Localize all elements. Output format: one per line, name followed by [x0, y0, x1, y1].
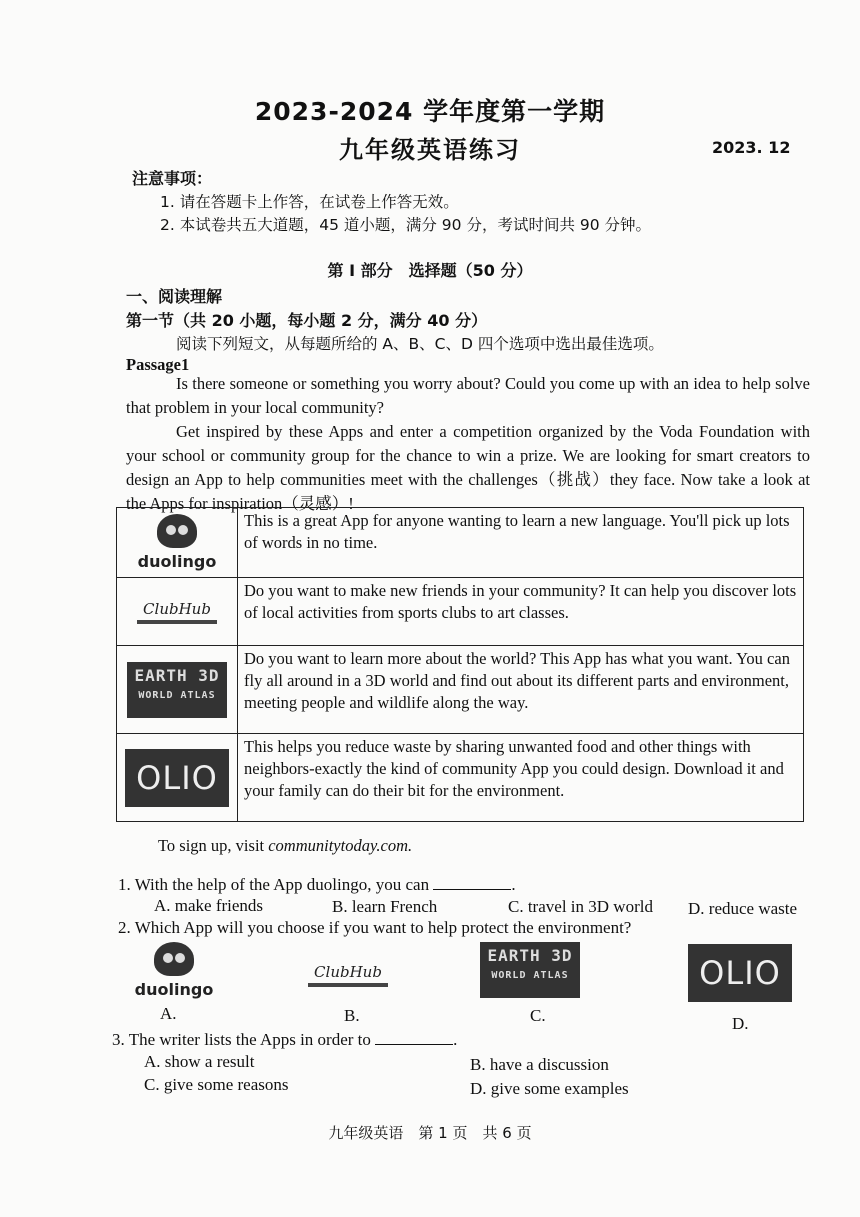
exam-subtitle: 九年级英语练习: [339, 136, 521, 164]
earth3d-line1: EARTH 3D: [134, 665, 220, 685]
app-description: This helps you reduce waste by sharing unwanted food and other things with neighbors-exactly the kind of community App you could design. Download it and your family can do their bit for the environment.: [238, 734, 804, 822]
duolingo-logo: [128, 942, 220, 999]
note-item: 1. 请在答题卡上作答，在试卷上作答无效。: [160, 193, 459, 211]
option-d: D. give some examples: [470, 1079, 629, 1098]
option-c: C. travel in 3D world: [508, 897, 653, 916]
olio-wordmark: OLIO: [125, 749, 229, 807]
question-text: 3. The writer lists the Apps in order to: [112, 1030, 371, 1049]
answer-blank: [433, 875, 511, 890]
clubhub-logo: [302, 962, 394, 987]
app-row: [117, 734, 804, 822]
olio-logo: [117, 734, 238, 822]
exam-date: 2023. 12: [712, 138, 791, 157]
option-c: C.: [530, 1006, 546, 1025]
app-description: Do you want to learn more about the world? This App has what you want. You can fly all around in a 3D world and find out about its different parts and environment, meeting people and wildlife along the way.: [238, 646, 804, 734]
option-d: D.: [732, 1014, 749, 1033]
option-b: B. have a discussion: [470, 1055, 609, 1074]
clubhub-wordmark: ClubHub: [308, 963, 388, 987]
question-text: 1. With the help of the App duolingo, you can: [118, 875, 430, 894]
question-3-stem: 3. The writer lists the Apps in order to .: [112, 1030, 458, 1049]
signup-prefix: To sign up, visit: [158, 836, 269, 855]
duolingo-wordmark: duolingo: [137, 552, 217, 571]
app-row: [117, 646, 804, 734]
notes-heading: 注意事项：: [132, 169, 213, 188]
option-b: B. learn French: [332, 897, 438, 916]
app-description: Do you want to make new friends in your community? It can help you discover lots of local activities from sports clubs to art classes.: [238, 578, 804, 646]
olio-logo: [688, 944, 792, 1002]
question-1-stem: 1. With the help of the App duolingo, you can .: [118, 875, 516, 894]
earth3d-line2: WORLD ATLAS: [491, 970, 569, 981]
owl-icon: [154, 942, 194, 976]
apps-table: [116, 507, 804, 822]
duolingo-logo: [117, 508, 238, 578]
app-description: This is a great App for anyone wanting to learn a new language. You'll pick up lots of words in no time.: [238, 508, 804, 578]
earth3d-logo: [480, 942, 580, 998]
option-a: A. show a result: [144, 1052, 255, 1071]
app-row: [117, 508, 804, 578]
question-2-stem: 2. Which App will you choose if you want to help protect the environment?: [118, 918, 632, 937]
instruction: 阅读下列短文，从每题所给的 A、B、C、D 四个选项中选出最佳选项。: [176, 335, 664, 353]
earth3d-logo: [117, 646, 238, 734]
owl-icon: [157, 514, 197, 548]
olio-wordmark: OLIO: [688, 944, 792, 1002]
earth3d-badge: [480, 942, 580, 998]
clubhub-wordmark: ClubHub: [137, 600, 217, 624]
option-c: C. give some reasons: [144, 1075, 289, 1094]
answer-blank: [375, 1030, 453, 1045]
section-heading: 一、阅读理解: [126, 287, 223, 306]
note-item: 2. 本试卷共五大道题，45 道小题，满分 90 分，考试时间共 90 分钟。: [160, 216, 652, 234]
earth3d-badge: [127, 662, 227, 718]
subsection-heading: 第一节（共 20 小题，每小题 2 分，满分 40 分）: [126, 311, 488, 330]
option-b: B.: [344, 1006, 360, 1025]
passage-name: Passage1: [126, 355, 190, 374]
passage-paragraph: Get inspired by these Apps and enter a competition organized by the Voda Foundation with your school or community group for the chance to win a prize. We are looking for smart creators to design an App to help communities meet with the challenges（挑战）they face. Now take a look at the Apps for inspiration（灵感）!: [126, 422, 810, 513]
signup-line: [158, 836, 412, 856]
option-d: D. reduce waste: [688, 899, 798, 918]
option-a: A. make friends: [154, 896, 264, 915]
duolingo-wordmark: duolingo: [134, 980, 214, 999]
earth3d-line2: WORLD ATLAS: [138, 689, 216, 701]
option-a: A.: [160, 1004, 177, 1023]
earth3d-line1: EARTH 3D: [487, 946, 573, 965]
exam-title: 2023-2024 学年度第一学期: [254, 97, 606, 126]
app-row: [117, 578, 804, 646]
passage-paragraph: Is there someone or something you worry about? Could you come up with an idea to help solve that problem in your local community?: [126, 374, 810, 417]
signup-website: communitytoday.com.: [268, 836, 413, 855]
clubhub-logo: [117, 578, 238, 646]
part-heading: 第 I 部分 选择题（50 分）: [327, 261, 533, 280]
page-footer: 九年级英语 第 1 页 共 6 页: [328, 1124, 532, 1142]
